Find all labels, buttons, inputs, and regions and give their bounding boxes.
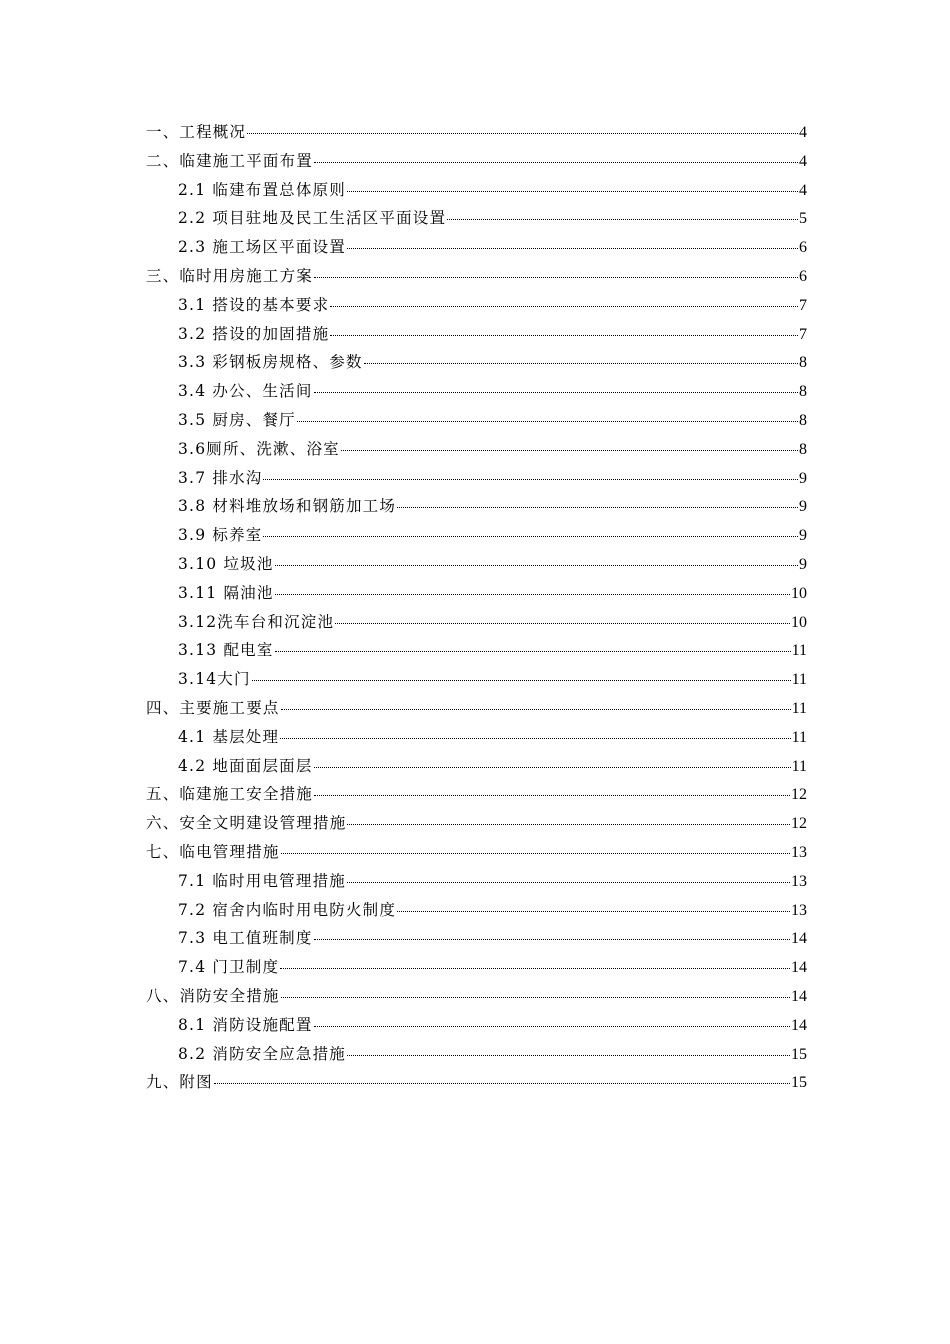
toc-dot-leader <box>335 622 790 624</box>
toc-entry-title: 3.8 材料堆放场和钢筋加工场 <box>178 497 397 516</box>
toc-page-number: 13 <box>791 872 807 890</box>
toc-entry-title: 7.2 宿舍内临时用电防火制度 <box>178 900 397 919</box>
toc-page-number: 11 <box>791 642 807 660</box>
toc-page-number: 11 <box>791 728 807 746</box>
toc-entry[interactable] <box>146 262 807 291</box>
toc-dot-leader <box>297 420 798 422</box>
toc-entry-title: 7.4 门卫制度 <box>178 958 280 977</box>
toc-page-number: 10 <box>791 613 807 631</box>
toc-dot-leader <box>214 1082 790 1084</box>
toc-entry[interactable] <box>146 809 807 838</box>
toc-entry[interactable] <box>146 377 807 406</box>
toc-entry[interactable] <box>146 867 807 896</box>
toc-entry-title: 3.5 厨房、餐厅 <box>178 410 296 429</box>
toc-page-number: 9 <box>799 555 807 573</box>
toc-dot-leader <box>347 881 790 883</box>
toc-entry[interactable] <box>146 435 807 464</box>
toc-dot-leader <box>275 650 791 652</box>
toc-dot-leader <box>364 362 798 364</box>
toc-entry[interactable] <box>146 636 807 665</box>
toc-page-number: 10 <box>791 584 807 602</box>
toc-page-number: 8 <box>799 440 807 458</box>
toc-entry-title: 3.2 搭设的加固措施 <box>178 324 330 343</box>
toc-dot-leader <box>275 593 790 595</box>
toc-entry-title: 2.3 施工场区平面设置 <box>178 238 346 257</box>
toc-page-number: 5 <box>799 210 807 228</box>
toc-entry[interactable] <box>146 694 807 723</box>
toc-entry-title: 4.1 基层处理 <box>178 727 280 746</box>
toc-entry-title: 七、临电管理措施 <box>146 842 280 861</box>
toc-entry-title: 2.2 项目驻地及民工生活区平面设置 <box>178 209 447 228</box>
toc-page-number: 14 <box>791 1016 807 1034</box>
toc-dot-leader <box>330 334 798 336</box>
toc-dot-leader <box>347 247 798 249</box>
toc-dot-leader <box>247 132 798 134</box>
toc-dot-leader <box>281 996 790 998</box>
toc-dot-leader <box>263 478 798 480</box>
toc-entry[interactable] <box>146 291 807 320</box>
toc-entry[interactable] <box>146 752 807 781</box>
toc-entry-title: 3.11 隔油池 <box>178 583 274 602</box>
toc-page-number: 12 <box>791 815 807 833</box>
toc-dot-leader <box>280 737 790 739</box>
toc-entry-title: 3.12洗车台和沉淀池 <box>178 612 335 631</box>
toc-entry-title: 3.1 搭设的基本要求 <box>178 295 330 314</box>
toc-page-number: 4 <box>799 181 807 199</box>
toc-page-number: 8 <box>799 354 807 372</box>
toc-entry-title: 六、安全文明建设管理措施 <box>146 814 347 833</box>
toc-entry-title: 九、附图 <box>146 1073 213 1092</box>
toc-page-number: 6 <box>799 239 807 257</box>
toc-entry[interactable] <box>146 406 807 435</box>
toc-page-number: 9 <box>799 469 807 487</box>
toc-entry-title: 2.1 临建布置总体原则 <box>178 180 346 199</box>
toc-entry[interactable] <box>146 838 807 867</box>
toc-page-number: 15 <box>791 1074 807 1092</box>
toc-entry[interactable] <box>146 233 807 262</box>
toc-entry-title: 一、工程概况 <box>146 123 247 141</box>
table-of-contents <box>146 118 807 1097</box>
toc-page-number: 6 <box>799 267 807 285</box>
toc-entry[interactable] <box>146 550 807 579</box>
toc-dot-leader <box>314 938 790 940</box>
toc-page-number: 9 <box>799 527 807 545</box>
toc-page-number: 7 <box>799 296 807 314</box>
toc-dot-leader <box>281 708 791 710</box>
toc-entry[interactable] <box>146 608 807 637</box>
toc-entry[interactable] <box>146 492 807 521</box>
toc-entry[interactable] <box>146 118 807 147</box>
toc-entry-title: 4.2 地面面层面层 <box>178 756 313 775</box>
toc-dot-leader <box>314 1025 790 1027</box>
toc-entry[interactable] <box>146 780 807 809</box>
toc-dot-leader <box>280 967 790 969</box>
toc-page-number: 14 <box>791 987 807 1005</box>
toc-page-number: 12 <box>791 786 807 804</box>
toc-entry-title: 五、临建施工安全措施 <box>146 785 314 804</box>
toc-entry[interactable] <box>146 982 807 1011</box>
toc-dot-leader <box>341 449 798 451</box>
toc-dot-leader <box>252 679 791 681</box>
toc-dot-leader <box>447 218 798 220</box>
toc-entry[interactable] <box>146 953 807 982</box>
toc-entry-title: 7.1 临时用电管理措施 <box>178 871 346 890</box>
toc-entry[interactable] <box>146 521 807 550</box>
toc-page-number: 14 <box>791 930 807 948</box>
toc-entry-title: 8.1 消防设施配置 <box>178 1015 313 1034</box>
toc-page-number: 4 <box>799 152 807 170</box>
toc-dot-leader <box>314 766 791 768</box>
toc-entry[interactable] <box>146 464 807 493</box>
toc-entry-title: 3.9 标养室 <box>178 526 263 545</box>
toc-page-number: 11 <box>791 699 807 717</box>
toc-page-number: 13 <box>791 901 807 919</box>
toc-page-number: 8 <box>799 411 807 429</box>
toc-page-number: 11 <box>791 757 807 775</box>
toc-entry-title: 四、主要施工要点 <box>146 698 280 717</box>
toc-dot-leader <box>314 794 790 796</box>
toc-dot-leader <box>330 305 798 307</box>
toc-dot-leader <box>281 852 790 854</box>
toc-entry[interactable] <box>146 665 807 694</box>
toc-dot-leader <box>314 161 798 163</box>
toc-entry[interactable] <box>146 896 807 925</box>
toc-page-number: 7 <box>799 325 807 343</box>
toc-entry-title: 3.7 排水沟 <box>178 468 263 487</box>
toc-entry[interactable] <box>146 204 807 233</box>
toc-entry[interactable] <box>146 1040 807 1069</box>
toc-entry[interactable] <box>146 348 807 377</box>
toc-entry[interactable] <box>146 320 807 349</box>
toc-page-number: 9 <box>799 498 807 516</box>
toc-page-number: 8 <box>799 383 807 401</box>
toc-entry-title: 3.3 彩钢板房规格、参数 <box>178 353 363 372</box>
toc-dot-leader <box>263 535 798 537</box>
toc-page-number: 4 <box>799 124 807 141</box>
toc-dot-leader <box>397 910 790 912</box>
toc-entry-title: 二、临建施工平面布置 <box>146 151 314 170</box>
toc-dot-leader <box>275 564 798 566</box>
toc-dot-leader <box>397 506 798 508</box>
toc-entry-title: 3.14大门 <box>178 670 251 689</box>
toc-entry-title: 3.10 垃圾池 <box>178 554 274 573</box>
toc-dot-leader <box>347 823 790 825</box>
toc-entry[interactable] <box>146 147 807 176</box>
toc-entry-title: 八、消防安全措施 <box>146 986 280 1005</box>
toc-entry[interactable] <box>146 924 807 953</box>
toc-entry[interactable] <box>146 1068 807 1097</box>
toc-entry[interactable] <box>146 1011 807 1040</box>
toc-entry-title: 3.4 办公、生活间 <box>178 382 313 401</box>
toc-entry-title: 7.3 电工值班制度 <box>178 929 313 948</box>
toc-dot-leader <box>347 1054 790 1056</box>
toc-entry[interactable] <box>146 579 807 608</box>
toc-page-number: 13 <box>791 843 807 861</box>
toc-entry-title: 3.6厕所、洗漱、浴室 <box>178 439 340 458</box>
toc-page-number: 15 <box>791 1045 807 1063</box>
toc-entry-title: 3.13 配电室 <box>178 641 274 660</box>
toc-entry-title: 8.2 消防安全应急措施 <box>178 1044 346 1063</box>
toc-entry[interactable] <box>146 723 807 752</box>
toc-page-number: 14 <box>791 959 807 977</box>
toc-entry[interactable] <box>146 176 807 205</box>
toc-dot-leader <box>314 276 798 278</box>
toc-page-number: 11 <box>791 671 807 689</box>
toc-dot-leader <box>314 391 798 393</box>
toc-dot-leader <box>347 190 798 192</box>
toc-entry-title: 三、临时用房施工方案 <box>146 266 314 285</box>
